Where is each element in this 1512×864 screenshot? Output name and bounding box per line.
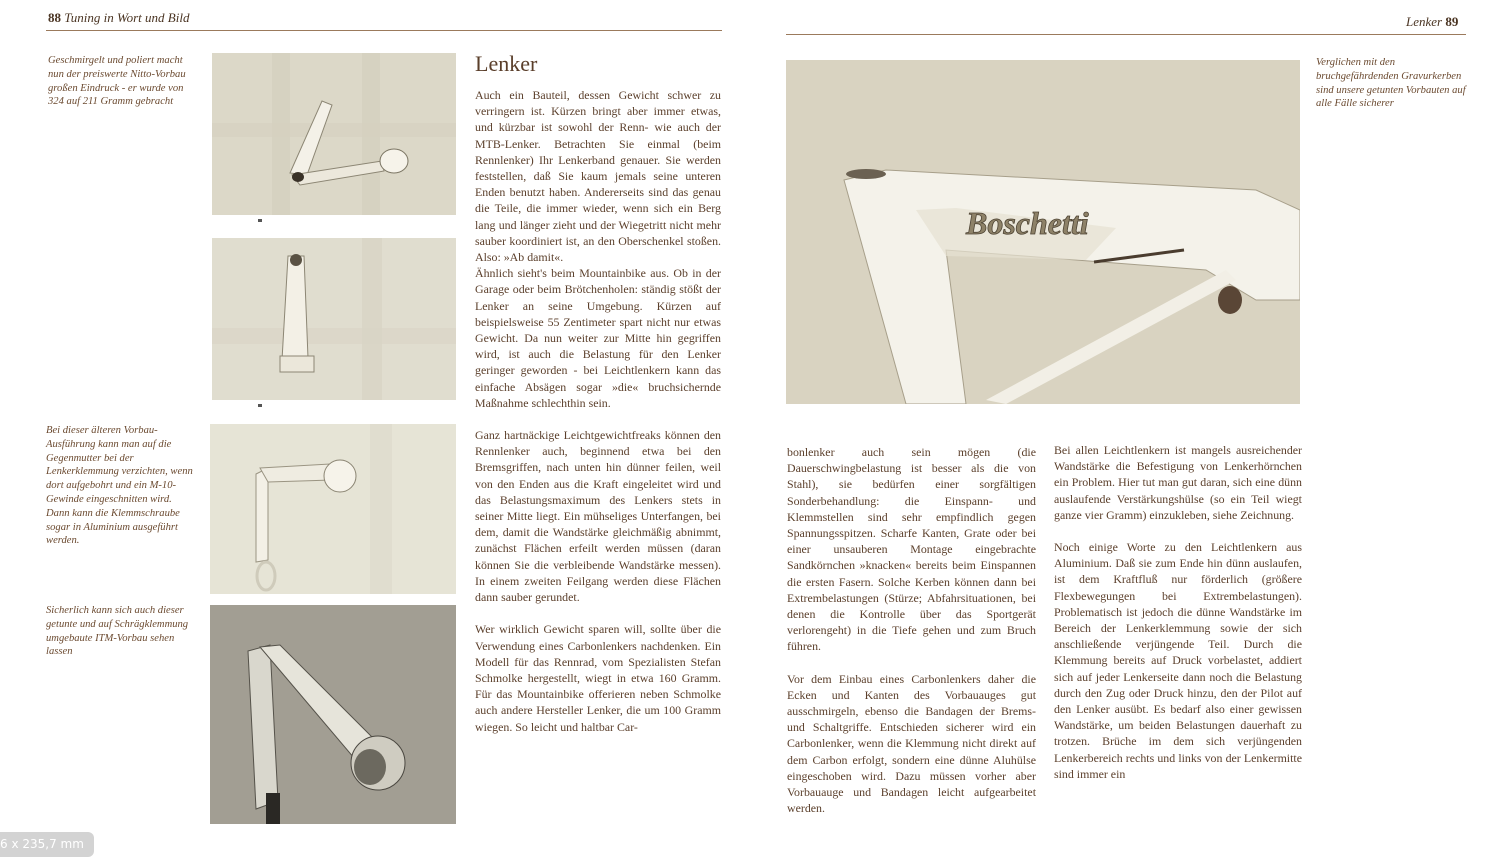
photo-stem-top: [212, 238, 456, 400]
caption-1: Geschmirgelt und poliert macht nun der preiswerte Nitto-Vorbau großen Eindruck - er wurde von 324 auf 211 Gramm gebracht: [48, 55, 186, 108]
photo-nitto-stem: [212, 53, 456, 215]
photo-boschetti-stem: [786, 60, 1300, 404]
photo-itm-stem: [210, 605, 456, 824]
caption-3: Sicherlich kann sich auch dieser getunte und auf Schrägklemmung umgebaute ITM-Vorbau sehen lassen: [46, 605, 189, 658]
right-body-column-1: [787, 444, 1036, 816]
page-size-badge: 6 x 235,7 mm: [0, 832, 94, 857]
header-rule: [46, 30, 722, 31]
section-headline: Lenker: [475, 51, 538, 76]
paragraph: Ganz hartnäckige Leichtgewichtfreaks können den Rennlenker auch, beginnend etwa bei den Bremsgriffen, nach unten hin dünner feilen, weil von den Enden aus die Kraft eingeleitet wird und das Belastungsmaximum des Lenkers stets in seiner Mitte liegt. Ein mühseliges Unterfangen, bei dem, damit die Wandstärke gleichmäßig abnimmt, zunächst Flächen erfeilt werden müssen (daran können Sie die verbleibende Wandstärke messen). In einem zweiten Feilgang werden diese Flächen dann sauber gerundet.: [475, 428, 721, 605]
running-title: Lenker: [1406, 14, 1443, 29]
caption-2: Bei dieser älteren Vorbau-Ausführung kann man auf die Gegenmutter bei der Lenkerklemmung verzichten, wenn dort aufgebohrt und ein M-10-Gewinde eingeschnitten wird. Dann kann die Klemmschraube sogar in Aluminium ausgeführt werden.: [46, 425, 193, 547]
engraving-text: Boschetti: [966, 205, 1089, 241]
header-rule: [786, 34, 1466, 35]
paragraph: bonlenker auch sein mögen (die Dauerschwingbelastung ist besser als die von Stahl), sie bedürfen einer sorgfältigen Sonderbehandlung: die Einspann- und Klemmstellen sind sehr empfindlich gegen Spannungsspitzen. Scharfe Kanten, Grate oder bei einer unsauberen Montage eingebrachte Sandkörnchen »knacken« bereits beim Einspannen die ersten Fasern. Solche Kerben können dann bei Extrembelastungen (Stürze; Abfahrsituationen, bei denen die Kontrolle über das Sportgerät verlorengeht) in die Tiefe gehen und zum Bruch führen.: [787, 445, 1036, 654]
left-body-column: [475, 87, 721, 735]
page-number: 88: [48, 10, 61, 25]
photo-caption: Verglichen mit den bruchgefährdenden Gravurkerben sind unsere getunten Vorbauten auf alle Fälle sicherer: [1316, 57, 1466, 110]
paragraph: Auch ein Bauteil, dessen Gewicht schwer zu verringern ist. Kürzen bringt aber immer etwas, und kürzbar ist sowohl der Renn- wie auch der MTB-Lenker. Betrachten Sie einmal (beim Rennlenker) Ihr Lenkerband genauer. Sie werden feststellen, daß Sie kaum jemals seine unteren Enden benutzt haben. Andererseits sind das genau die Teile, die immer wieder, wenn sich ein Berg lang und länger zieht und der Wiegetritt nicht mehr sauber koordiniert ist, an den Oberschenkel stoßen. Also: »Ab damit«.: [475, 88, 721, 265]
right-running-header: [1406, 14, 1458, 30]
paragraph: Noch einige Worte zu den Leichtlenkern aus Aluminium. Daß sie zum Ende hin dünn auslaufen, ist dem Kraftfluß nur förderlich (größere Flexbewegungen bei Extrembelastungen). Problematisch ist jedoch die dünne Wandstärke im Bereich der Lenkerklemmung sowie der sich anschließende verjüngende Teil. Durch die Klemmung bereits auf Druck vorbelastet, addiert sich auf jeder Lenkerseite dann noch die Belastung durch den Zug oder Druck hinzu, den der Pilot auf den Lenker ausübt. Es bedarf also einer gewissen Wandstärke, um beiden Belastungen dauerhaft zu trotzen. Brüche im dem sich verjüngenden Lenkerbereich rechts und links von der Lenkermitte sind immer ein: [1054, 540, 1302, 781]
photo-marker: [258, 219, 262, 222]
page-number: 89: [1445, 14, 1459, 29]
running-title: Tuning in Wort und Bild: [64, 10, 190, 25]
left-page: [0, 0, 740, 864]
right-body-column-2: [1054, 442, 1302, 782]
photo-marker: [258, 404, 262, 407]
photo-older-stem: [210, 424, 456, 594]
paragraph: Vor dem Einbau eines Carbonlenkers daher die Ecken und Kanten des Vorbauauges gut ausschmirgeln, ebenso die Bandagen der Brems- und Schaltgriffe. Entschieden sicherer wird ein Carbonlenker, wenn die Klemmung nicht direkt auf dem Carbon erfolgt, sondern eine dünne Aluhülse eingeschoben wird. Dazu müssen vorher aber Vorbauauge und Bandagen leicht aufgearbeitet werden.: [787, 671, 1036, 816]
paragraph: Wer wirklich Gewicht sparen will, sollte über die Verwendung eines Carbonlenkers nachdenken. Ein Modell für das Rennrad, vom Spezialisten Stefan Schmolke hergestellt, wiegt in etwa 160 Gramm. Für das Mountainbike offerieren neben Schmolke auch andere Hersteller Lenker, die um 100 Gramm wiegen. So leicht und haltbar Car-: [475, 622, 721, 734]
paragraph: Bei allen Leichtlenkern ist mangels ausreichender Wandstärke die Befestigung von Lenkerhörnchen ein Problem. Hier tut man gut daran, sich eine dünn auslaufende Verstärkungshülse (so ein Teil wiegt ganze vier Gramm) einzukleben, siehe Zeichnung.: [1054, 443, 1302, 522]
right-page: [756, 0, 1512, 864]
left-running-header: [48, 10, 189, 26]
paragraph: Ähnlich sieht's beim Mountainbike aus. Ob in der Garage oder beim Brötchenholen: ständig stößt der Lenker an seine Umgebung. Kürzen auf beispielsweise 55 Zentimeter spart nicht nur etwas Gewicht. Da nun weiter zur Mitte hin gegriffen wird, ist auch die Belastung für den Lenker geringer geworden - bei Leichtlenkern kann das einfache Absägen sogar »die« bruchsichernde Maßnahme schlechthin sein.: [475, 266, 721, 410]
